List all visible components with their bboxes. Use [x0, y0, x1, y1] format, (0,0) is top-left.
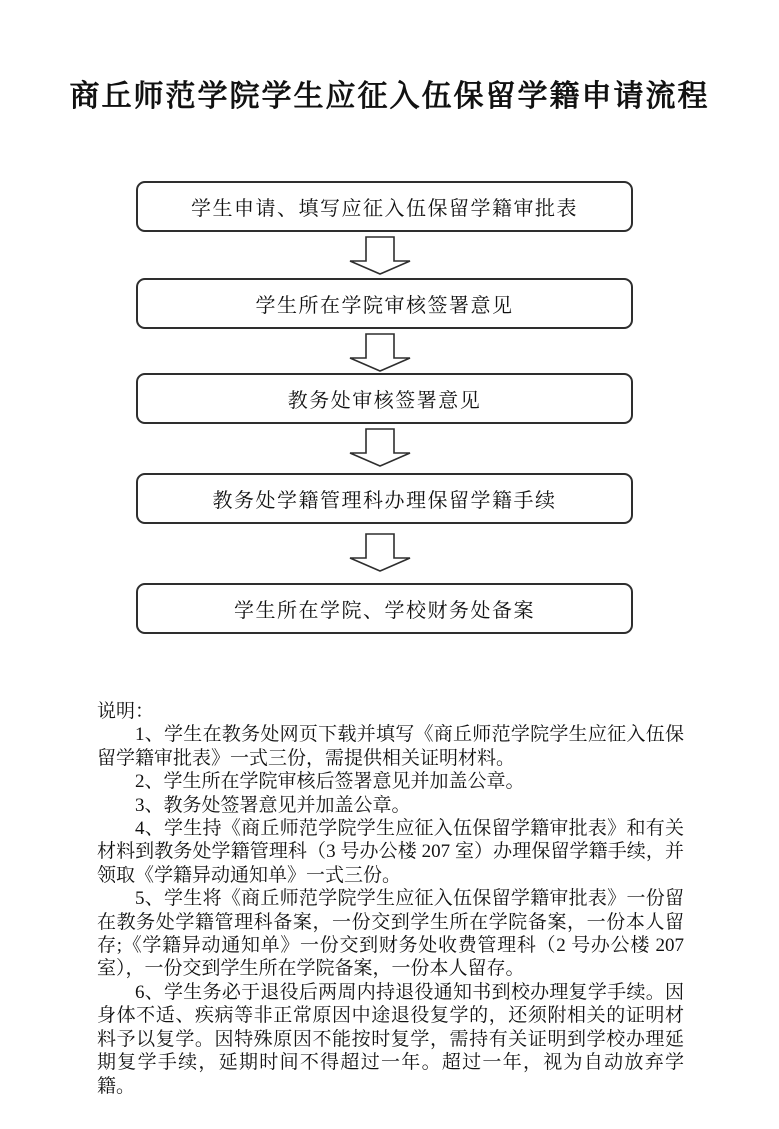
- flow-step-student-application: 学生申请、填写应征入伍保留学籍审批表: [136, 181, 633, 232]
- notes-section: [97, 700, 684, 1098]
- flow-step-registry-procedure: 教务处学籍管理科办理保留学籍手续: [136, 473, 633, 524]
- flow-step-academic-affairs-review: 教务处审核签署意见: [136, 373, 633, 424]
- down-arrow-icon: [349, 428, 411, 467]
- note-item-6: 6、学生务必于退役后两周内持退役通知书到校办理复学手续。因身体不适、疾病等非正常原因中途退役复学的，还须附相关的证明材料予以复学。因特殊原因不能按时复学，需持有关证明到学校办理延期复学手续，延期时间不得超过一年。超过一年，视为自动放弃学籍。: [97, 981, 684, 1097]
- note-item-1: 1、学生在教务处网页下载并填写《商丘师范学院学生应征入伍保留学籍审批表》一式三份，需提供相关证明材料。: [97, 724, 684, 769]
- page-title: 商丘师范学院学生应征入伍保留学籍申请流程: [69, 80, 710, 113]
- down-arrow-icon: [349, 236, 411, 275]
- note-item-4: 4、学生持《商丘师范学院学生应征入伍保留学籍审批表》和有关材料到教务处学籍管理科（3 号办公楼 207 室）办理保留学籍手续，并领取《学籍异动通知单》一式三份。: [97, 818, 684, 886]
- note-item-5: 5、学生将《商丘师范学院学生应征入伍保留学籍审批表》一份留在教务处学籍管理科备案，一份交到学生所在学院备案，一份本人留存;《学籍异动通知单》一份交到财务处收费管理科（2 号办公楼 207 室），一份交到学生所在学院备案，一份本人留存。: [97, 888, 684, 980]
- down-arrow-icon: [349, 333, 411, 372]
- note-item-2: 2、学生所在学院审核后签署意见并加盖公章。: [135, 771, 525, 793]
- flow-step-college-review: 学生所在学院审核签署意见: [136, 278, 633, 329]
- note-item-3: 3、教务处签署意见并加盖公章。: [135, 794, 411, 816]
- down-arrow-icon: [349, 533, 411, 572]
- flow-step-filing-record: 学生所在学院、学校财务处备案: [136, 583, 633, 634]
- notes-heading: 说明：: [97, 701, 155, 722]
